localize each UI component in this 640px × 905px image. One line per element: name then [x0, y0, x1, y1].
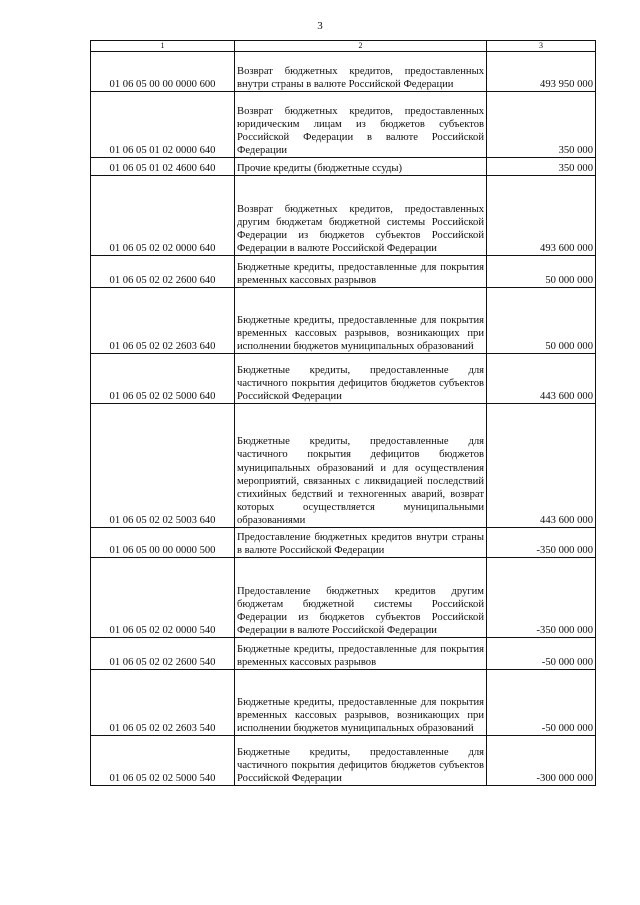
row-amount: 443 600 000	[487, 404, 596, 528]
table-row	[91, 558, 596, 638]
row-code: 01 06 05 02 02 2603 540	[91, 670, 235, 736]
table-row	[91, 288, 596, 354]
table-row	[91, 354, 596, 404]
row-description: Бюджетные кредиты, предоставленные для частичного покрытия дефицитов бюджетов субъектов Российской Федерации	[235, 354, 487, 404]
row-code: 01 06 05 02 02 5000 640	[91, 354, 235, 404]
budget-table	[90, 40, 596, 786]
table-row	[91, 92, 596, 158]
row-code: 01 06 05 02 02 2600 640	[91, 256, 235, 288]
row-description: Прочие кредиты (бюджетные ссуды)	[235, 158, 487, 176]
column-header-description: 2	[235, 41, 487, 52]
row-amount: 443 600 000	[487, 354, 596, 404]
row-description: Бюджетные кредиты, предоставленные для покрытия временных кассовых разрывов	[235, 256, 487, 288]
table-row	[91, 256, 596, 288]
row-amount: 50 000 000	[487, 256, 596, 288]
row-code: 01 06 05 02 02 5000 540	[91, 736, 235, 786]
row-description: Предоставление бюджетных кредитов внутри страны в валюте Российской Федерации	[235, 528, 487, 558]
table-row	[91, 670, 596, 736]
table-row	[91, 176, 596, 256]
row-amount: 50 000 000	[487, 288, 596, 354]
row-code: 01 06 05 01 02 0000 640	[91, 92, 235, 158]
row-description: Бюджетные кредиты, предоставленные для частичного покрытия дефицитов бюджетов субъектов Российской Федерации	[235, 736, 487, 786]
row-amount: 493 950 000	[487, 52, 596, 92]
table-row	[91, 638, 596, 670]
row-amount: -50 000 000	[487, 638, 596, 670]
row-description: Бюджетные кредиты, предоставленные для покрытия временных кассовых разрывов	[235, 638, 487, 670]
row-amount: -350 000 000	[487, 558, 596, 638]
table-row	[91, 52, 596, 92]
table-row	[91, 158, 596, 176]
table-row	[91, 528, 596, 558]
table-row	[91, 404, 596, 528]
row-code: 01 06 05 02 02 0000 640	[91, 176, 235, 256]
row-amount: 350 000	[487, 158, 596, 176]
row-code: 01 06 05 02 02 2603 640	[91, 288, 235, 354]
row-code: 01 06 05 00 00 0000 500	[91, 528, 235, 558]
row-code: 01 06 05 00 00 0000 600	[91, 52, 235, 92]
row-amount: -350 000 000	[487, 528, 596, 558]
row-description: Бюджетные кредиты, предоставленные для покрытия временных кассовых разрывов, возникающих при исполнении бюджетов муниципальных образований	[235, 288, 487, 354]
row-code: 01 06 05 01 02 4600 640	[91, 158, 235, 176]
row-description: Возврат бюджетных кредитов, предоставленных юридическим лицам из бюджетов субъектов Российской Федерации в валюте Российской Федерации	[235, 92, 487, 158]
row-amount: 493 600 000	[487, 176, 596, 256]
column-header-amount: 3	[487, 41, 596, 52]
row-code: 01 06 05 02 02 0000 540	[91, 558, 235, 638]
table-header-row	[91, 41, 596, 52]
row-description: Возврат бюджетных кредитов, предоставленных другим бюджетам бюджетной системы Российской Федерации из бюджетов субъектов Российской Федерации в валюте Российской Федерации	[235, 176, 487, 256]
row-amount: -300 000 000	[487, 736, 596, 786]
row-description: Бюджетные кредиты, предоставленные для покрытия временных кассовых разрывов, возникающих при исполнении бюджетов муниципальных образований	[235, 670, 487, 736]
row-code: 01 06 05 02 02 5003 640	[91, 404, 235, 528]
row-description: Предоставление бюджетных кредитов другим бюджетам бюджетной системы Российской Федерации из бюджетов субъектов Российской Федерации в валюте Российской Федерации	[235, 558, 487, 638]
table-row	[91, 736, 596, 786]
row-amount: 350 000	[487, 92, 596, 158]
page-number: 3	[317, 20, 323, 32]
row-description: Бюджетные кредиты, предоставленные для частичного покрытия дефицитов бюджетов муниципальных образований и для осуществления мероприятий, связанных с ликвидацией последствий стихийных бедствий и техногенных аварий, возврат которых осуществляется муниципальными образованиями	[235, 404, 487, 528]
row-code: 01 06 05 02 02 2600 540	[91, 638, 235, 670]
row-amount: -50 000 000	[487, 670, 596, 736]
row-description: Возврат бюджетных кредитов, предоставленных внутри страны в валюте Российской Федерации	[235, 52, 487, 92]
column-header-code: 1	[91, 41, 235, 52]
